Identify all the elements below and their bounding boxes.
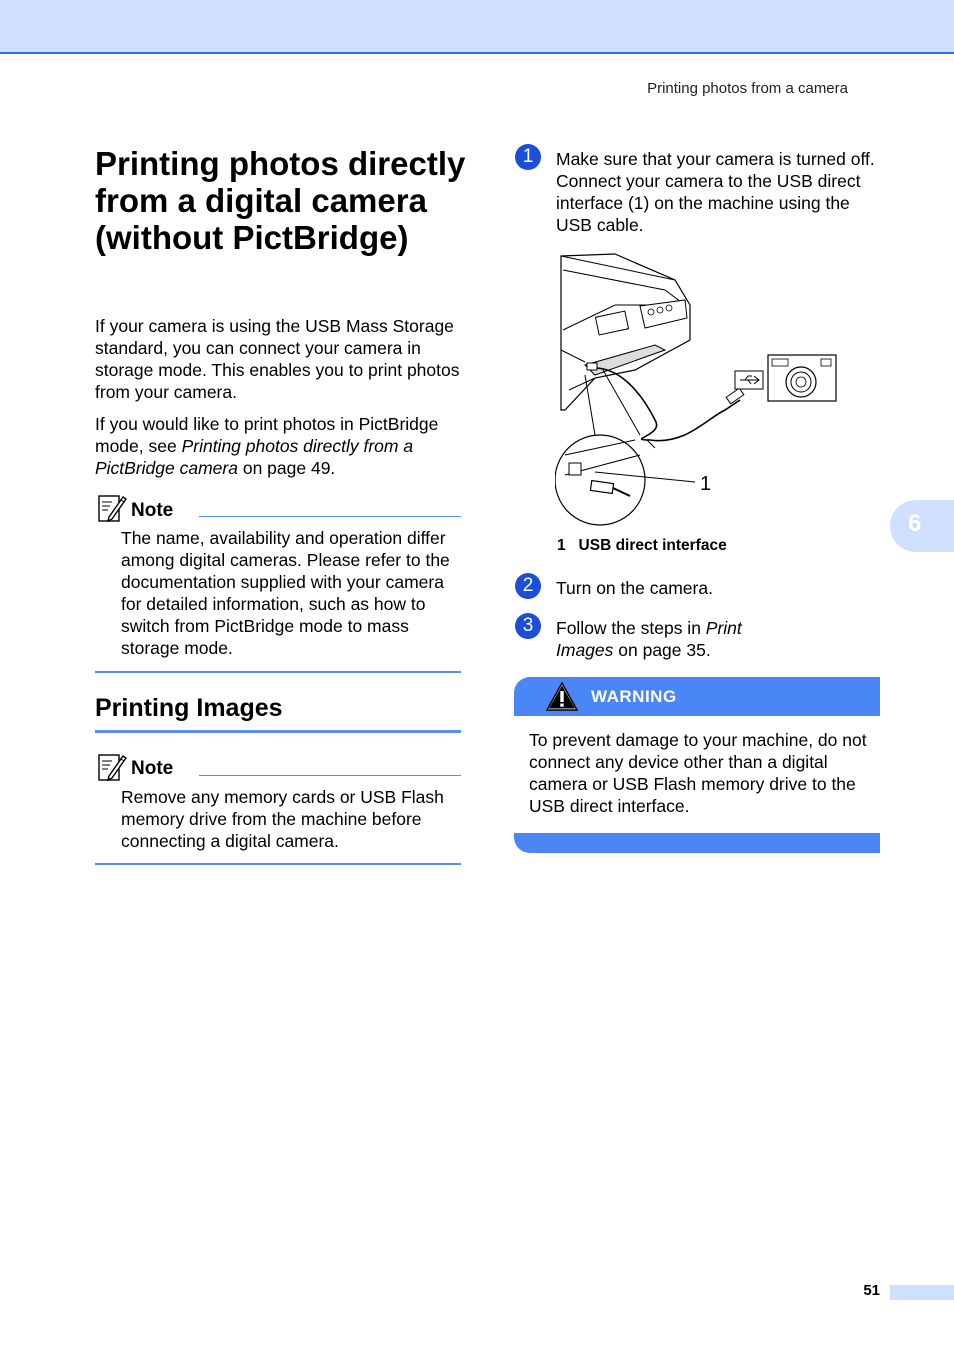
step-3-text-before: Follow the steps in	[556, 618, 706, 638]
print-images-link[interactable]: Print Images	[556, 618, 742, 660]
section-heading: Printing Images	[95, 694, 283, 722]
pictbridge-link[interactable]: Printing photos directly from a PictBridge camera	[95, 436, 414, 478]
warning-footer	[514, 833, 880, 853]
step-1-text: Make sure that your camera is turned off. Connect your camera to the USB direct interface (1) on the machine using the USB cable.	[556, 149, 875, 235]
note-label: Note	[131, 500, 174, 521]
running-header: Printing photos from a camera	[647, 80, 848, 97]
caption-number: 1	[557, 537, 566, 554]
top-band	[0, 0, 954, 54]
note-label: Note	[131, 758, 174, 779]
chapter-tab: 6	[890, 500, 954, 552]
warning-header	[514, 677, 880, 716]
caption-text: USB direct interface	[578, 537, 727, 554]
note-end-divider	[95, 863, 461, 865]
pictbridge-text-after: on page 49.	[237, 458, 336, 478]
note-text: Remove any memory cards or USB Flash memory drive from the machine before connecting a digital camera.	[121, 787, 444, 851]
figure-caption	[557, 537, 727, 555]
warning-label: WARNING	[591, 687, 677, 706]
step-3-text-after: on page 35.	[613, 640, 711, 660]
usb-connection-illustration	[555, 250, 845, 535]
note-divider	[199, 775, 461, 776]
section-underline	[95, 730, 461, 733]
warning-icon	[545, 681, 579, 712]
note-end-divider	[95, 671, 461, 673]
page-title: Printing photos directly from a digital camera (without PictBridge)	[95, 145, 466, 256]
note-pencil-icon	[97, 493, 127, 523]
pictbridge-text-before: If you would like to print photos in PictBridge mode, see	[95, 414, 439, 456]
page-number-bar	[890, 1285, 954, 1300]
figure-callout: 1	[700, 473, 712, 495]
step-2-badge: 2	[515, 573, 541, 599]
warning-text: To prevent damage to your machine, do not connect any device other than a digital camera or USB Flash memory drive to the USB direct interface.	[529, 730, 867, 816]
note-divider	[199, 516, 461, 517]
pictbridge-paragraph	[95, 413, 463, 479]
step-1-badge: 1	[515, 144, 541, 170]
step-2-text: Turn on the camera.	[556, 578, 713, 598]
step-3-text	[556, 617, 786, 661]
note-text: The name, availability and operation differ among digital cameras. Please refer to the documentation supplied with your camera for detailed information, such as how to switch from PictBridge mode to mass storage mode.	[121, 528, 450, 658]
step-3-badge: 3	[515, 613, 541, 639]
page-number: 51	[863, 1282, 880, 1299]
note-pencil-icon	[97, 752, 127, 782]
intro-paragraph: If your camera is using the USB Mass Storage standard, you can connect your camera in storage mode. This enables you to print photos from your camera.	[95, 316, 460, 402]
